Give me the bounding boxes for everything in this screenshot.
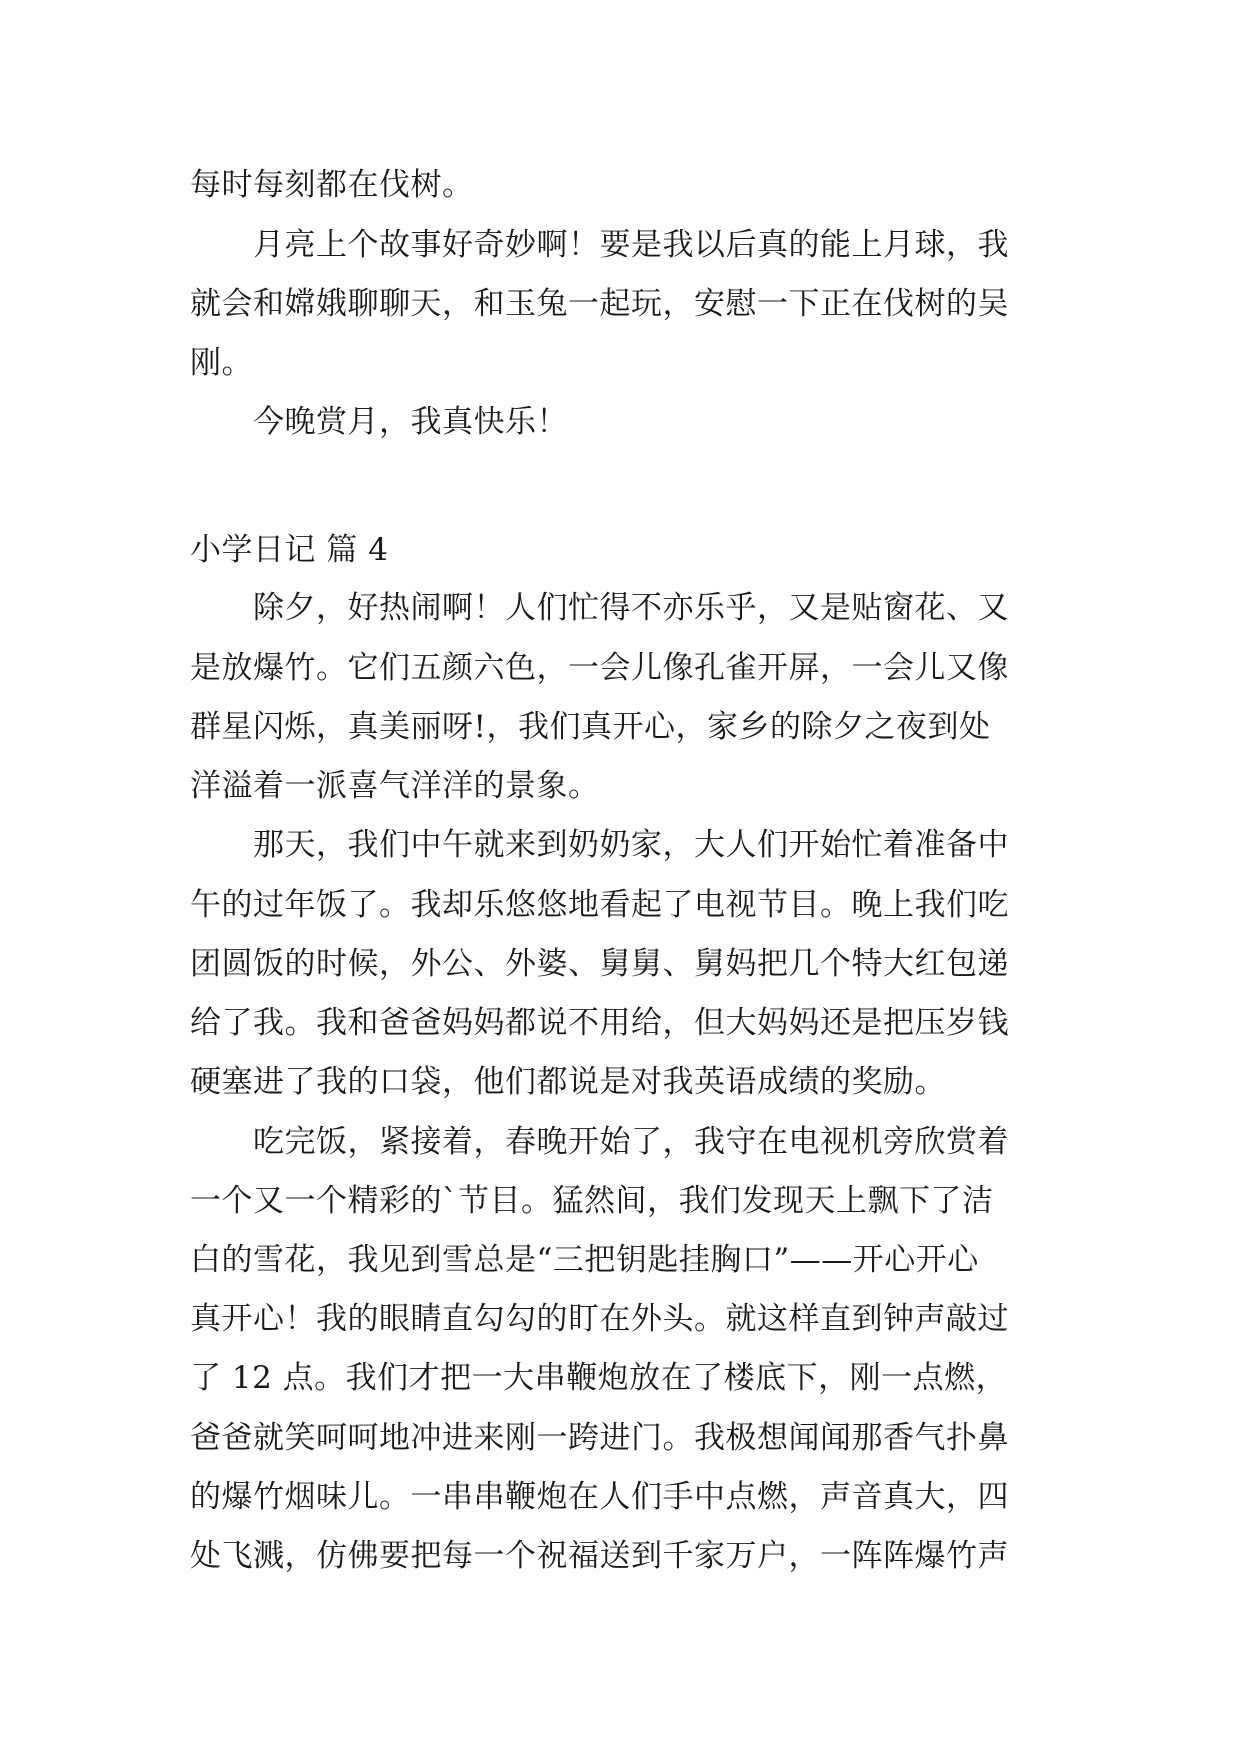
text-line: 刚。 bbox=[190, 345, 253, 381]
text-line: 给了我。我和爸爸妈妈都说不用给，但大妈妈还是把压岁钱 bbox=[190, 1005, 1009, 1041]
text-line: 真开心！我的眼睛直勾勾的盯在外头。就这样直到钟声敲过 bbox=[190, 1301, 1009, 1337]
text-line: 就会和嫦娥聊聊天，和玉兔一起玩，安慰一下正在伐树的吴 bbox=[190, 286, 1009, 322]
paragraph-line: 那天，我们中午就来到奶奶家，大人们开始忙着准备中 bbox=[190, 827, 1009, 863]
section-heading: 小学日记 篇 4 bbox=[190, 532, 389, 568]
paragraph-line: 吃完饭，紧接着，春晚开始了，我守在电视机旁欣赏着 bbox=[190, 1124, 1009, 1160]
text-line: 的爆竹烟味儿。一串串鞭炮在人们手中点燃，声音真大，四 bbox=[190, 1479, 1009, 1515]
text-line: 了 12 点。我们才把一大串鞭炮放在了楼底下，刚一点燃， bbox=[190, 1360, 1008, 1396]
paragraph-line: 除夕，好热闹啊！人们忙得不亦乐乎，又是贴窗花、又 bbox=[190, 590, 1009, 626]
text-line: 处飞溅，仿佛要把每一个祝福送到千家万户，一阵阵爆竹声 bbox=[190, 1538, 1009, 1574]
text-line: 爸爸就笑呵呵地冲进来刚一跨进门。我极想闻闻那香气扑鼻 bbox=[190, 1420, 1009, 1456]
text-line: 群星闪烁，真美丽呀!，我们真开心，家乡的除夕之夜到处 bbox=[190, 709, 991, 745]
text-line: 洋溢着一派喜气洋洋的景象。 bbox=[190, 768, 600, 804]
text-line: 硬塞进了我的口袋，他们都说是对我英语成绩的奖励。 bbox=[190, 1064, 946, 1100]
paragraph-line: 月亮上个故事好奇妙啊！要是我以后真的能上月球，我 bbox=[190, 227, 1009, 263]
text-line: 每时每刻都在伐树。 bbox=[190, 167, 474, 203]
paragraph-line: 今晚赏月，我真快乐！ bbox=[190, 404, 568, 440]
text-line: 团圆饭的时候，外公、外婆、舅舅、舅妈把几个特大红包递 bbox=[190, 946, 1009, 982]
text-line: 一个又一个精彩的`节目。猛然间，我们发现天上飘下了洁 bbox=[190, 1183, 994, 1219]
text-line: 午的过年饭了。我却乐悠悠地看起了电视节目。晚上我们吃 bbox=[190, 887, 1009, 923]
text-line: 是放爆竹。它们五颜六色，一会儿像孔雀开屏，一会儿又像 bbox=[190, 650, 1009, 686]
text-line: 白的雪花，我见到雪总是“三把钥匙挂胸口”——开心开心 bbox=[190, 1242, 979, 1278]
